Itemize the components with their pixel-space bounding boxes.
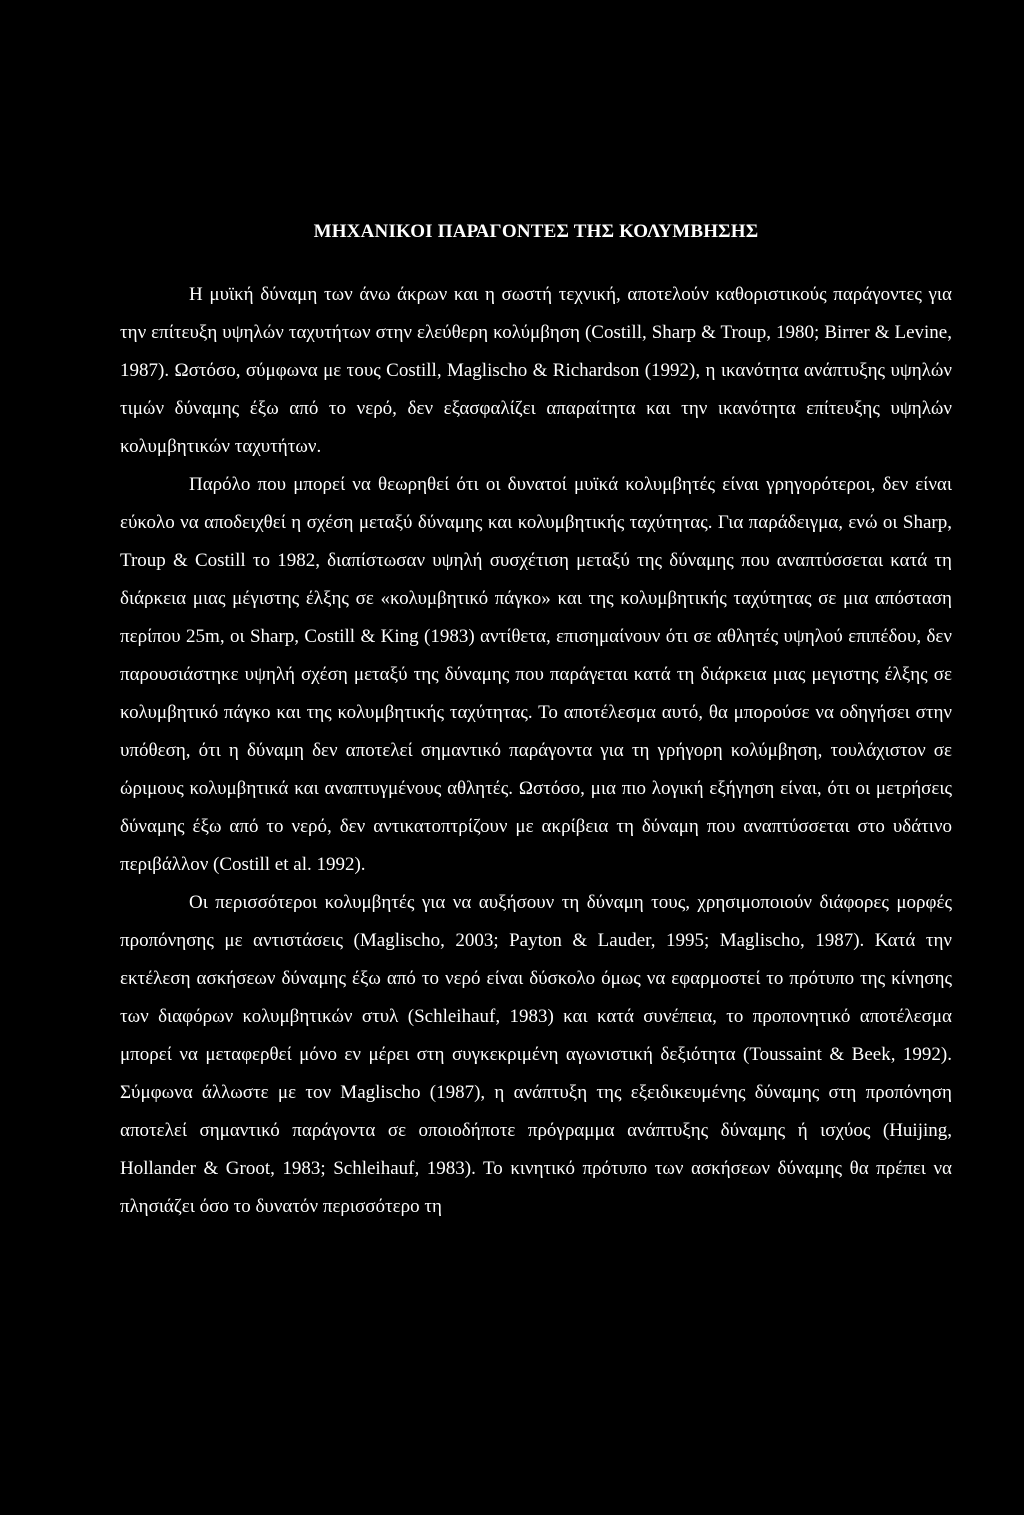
paragraph-2: Παρόλο που μπορεί να θεωρηθεί ότι οι δυνατοί μυϊκά κολυμβητές είναι γρηγορότεροι, δεν είναι εύκολο να αποδειχθεί η σχέση μεταξύ δύναμης και κολυμβητικής ταχύτητας. Για παράδειγμα, ενώ οι Sharp, Troup & Costill το 1982, διαπίστωσαν υψηλή συσχέτιση μεταξύ της δύναμης που αναπτύσσεται κατά τη διάρκεια μιας μέγιστης έλξης σε «κολυμβητικό πάγκο» και της κολυμβητικής ταχύτητας σε μια απόσταση περίπου 25m, οι Sharp, Costill & King (1983) αντίθετα, επισημαίνουν ότι σε αθλητές υψηλού επιπέδου, δεν παρουσιάστηκε υψηλή σχέση μεταξύ της δύναμης που παράγεται κατά τη διάρκεια μιας μεγιστης έλξης σε κολυμβητικό πάγκο και της κολυμβητικής ταχύτητας. Το αποτέλεσμα αυτό, θα μπορούσε να οδηγήσει στην υπόθεση, ότι η δύναμη δεν αποτελεί σημαντικό παράγοντα για τη γρήγορη κολύμβηση, τουλάχιστον σε ώριμους κολυμβητικά και αναπτυγμένους αθλητές. Ωστόσο, μια πιο λογική εξήγηση είναι, ότι οι μετρήσεις δύναμης έξω από το νερό, δεν αντικατοπτρίζουν με ακρίβεια τη δύναμη που αναπτύσσεται στο υδάτινο περιβάλλον (Costill et al. 1992).	[120, 474, 952, 875]
document-page	[120, 220, 952, 1226]
document-title: ΜΗΧΑΝΙΚΟΙ ΠΑΡΑΓΟΝΤΕΣ ΤΗΣ ΚΟΛΥΜΒΗΣΗΣ	[313, 221, 759, 242]
paragraph-1: Η μυϊκή δύναμη των άνω άκρων και η σωστή τεχνική, αποτελούν καθοριστικούς παράγοντες για την επίτευξη υψηλών ταχυτήτων στην ελεύθερη κολύμβηση (Costill, Sharp & Troup, 1980; Birrer & Levine, 1987). Ωστόσο, σύμφωνα με τους Costill, Maglischo & Richardson (1992), η ικανότητα ανάπτυξης υψηλών τιμών δύναμης έξω από το νερό, δεν εξασφαλίζει απαραίτητα και την ικανότητα επίτευξης υψηλών κολυμβητικών ταχυτήτων.	[120, 284, 952, 457]
paragraph-3: Οι περισσότεροι κολυμβητές για να αυξήσουν τη δύναμη τους, χρησιμοποιούν διάφορες μορφές προπόνησης με αντιστάσεις (Maglischo, 2003; Payton & Lauder, 1995; Maglischo, 1987). Κατά την εκτέλεση ασκήσεων δύναμης έξω από το νερό είναι δύσκολο όμως να εφαρμοστεί το πρότυπο της κίνησης των διαφόρων κολυμβητικών στυλ (Schleihauf, 1983) και κατά συνέπεια, το προπονητικό αποτέλεσμα μπορεί να μεταφερθεί μόνο εν μέρει στη συγκεκριμένη αγωνιστική δεξιότητα (Toussaint & Beek, 1992). Σύμφωνα άλλωστε με τον Maglischo (1987), η ανάπτυξη της εξειδικευμένης δύναμης στη προπόνηση αποτελεί σημαντικό παράγοντα σε οποιοδήποτε πρόγραμμα ανάπτυξης δύναμης ή ισχύος (Huijing, Hollander & Groot, 1983; Schleihauf, 1983). Το κινητικό πρότυπο των ασκήσεων δύναμης θα πρέπει να πλησιάζει όσο το δυνατόν περισσότερο τη	[120, 892, 952, 1217]
